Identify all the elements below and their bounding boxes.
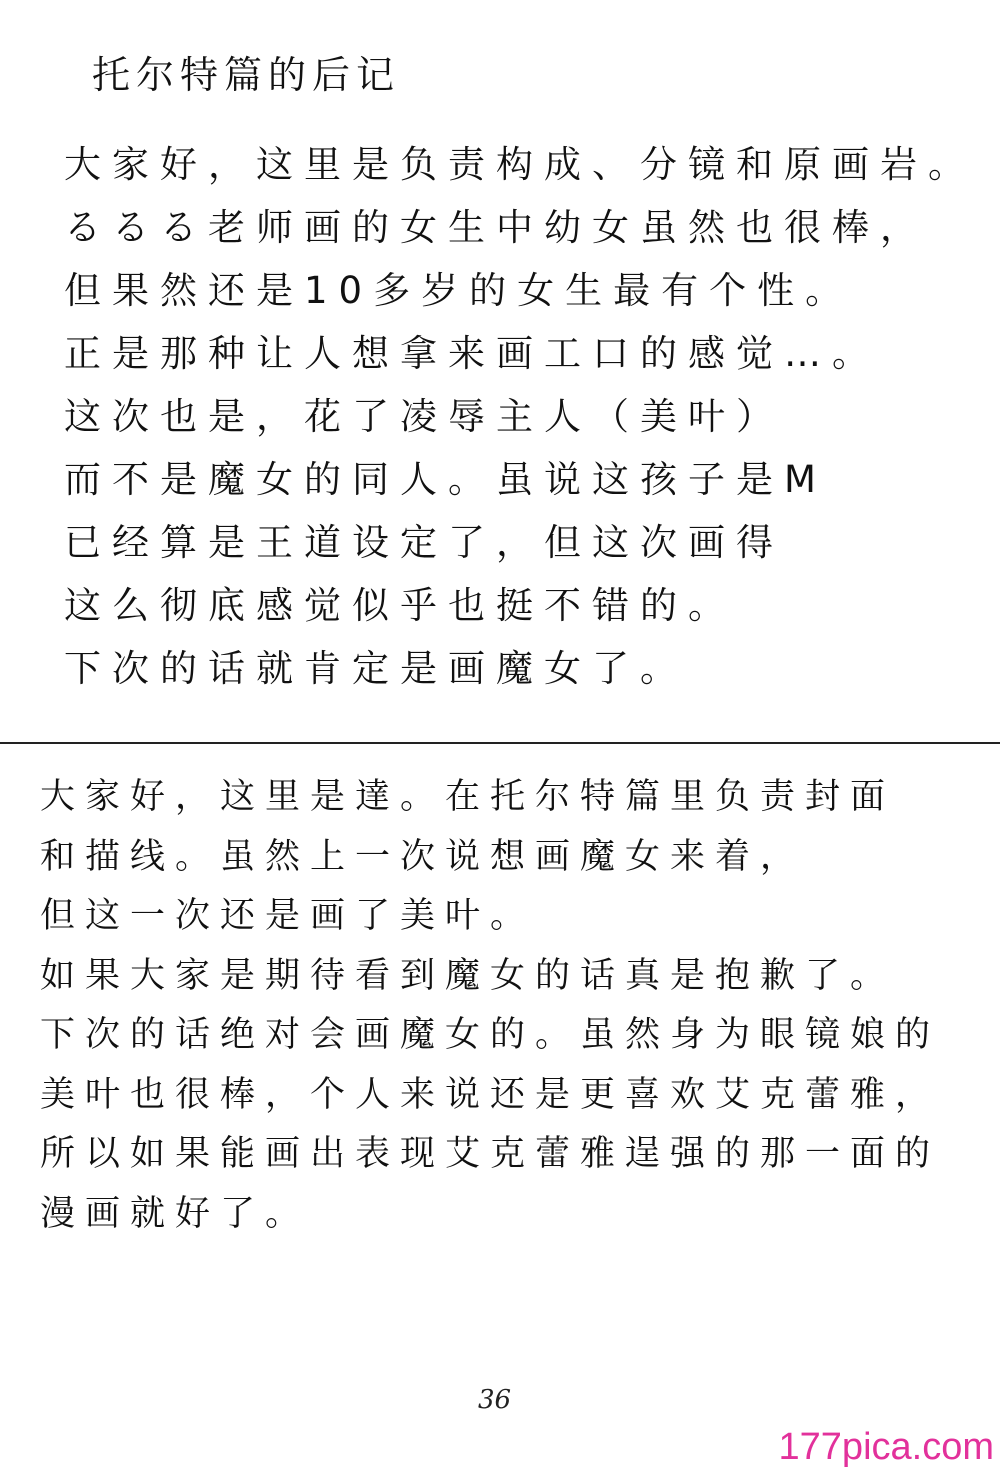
afterword-section-1	[64, 143, 976, 713]
text-line: 但这一次还是画了美叶。	[40, 896, 536, 936]
text-line: 漫画就好了。	[40, 1193, 311, 1234]
text-line: 下次的话绝对会画魔女的。虽然身为眼镜娘的	[40, 1015, 941, 1055]
text-line: 大家好，这里是负责构成、分镜和原画岩。	[64, 143, 976, 186]
text-line: 下次的话就肯定是画魔女了。	[64, 647, 688, 690]
text-line: 正是那种让人想拿来画工口的感觉…。	[64, 332, 880, 375]
text-line: 这次也是，花了凌辱主人（美叶）	[64, 395, 784, 438]
text-line: 美叶也很棒，个人来说还是更喜欢艾克蕾雅，	[40, 1074, 941, 1115]
text-line: 和描线。虽然上一次说想画魔女来着，	[40, 836, 806, 877]
text-line: 而不是魔女的同人。虽说这孩子是M	[64, 458, 827, 501]
text-line: 但果然还是10多岁的女生最有个性。	[64, 269, 854, 312]
text-line: 这么彻底感觉似乎也挺不错的。	[64, 584, 736, 627]
page-number: 36	[478, 1385, 512, 1415]
afterword-section-2	[40, 777, 941, 1256]
section-divider	[0, 742, 1000, 744]
text-line: るるる老师画的女生中幼女虽然也很棒，	[64, 206, 928, 249]
text-line: 所以如果能画出表现艾克蕾雅逞强的那一面的	[40, 1134, 941, 1174]
site-watermark: 177pica.com	[778, 1426, 994, 1468]
text-line: 已经算是王道设定了，但这次画得	[64, 521, 784, 564]
text-line: 如果大家是期待看到魔女的话真是抱歉了。	[40, 955, 896, 996]
text-line: 大家好，这里是達。在托尔特篇里负责封面	[40, 777, 896, 817]
afterword-title: 托尔特篇的后记	[92, 53, 401, 97]
